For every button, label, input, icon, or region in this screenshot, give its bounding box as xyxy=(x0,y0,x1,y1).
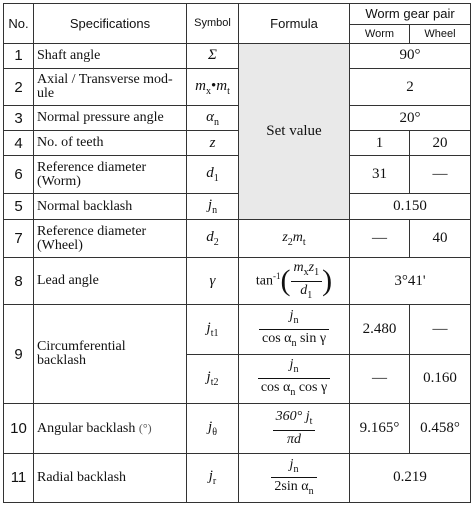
formula-fraction xyxy=(291,259,323,304)
fraction-denominator xyxy=(271,478,316,500)
row-value: 3°41' xyxy=(350,257,471,305)
row-spec: Normal pressure angle xyxy=(34,106,187,131)
symbol-main: j xyxy=(206,319,211,336)
row-no: 4 xyxy=(4,131,34,156)
row-spec xyxy=(34,156,187,194)
symbol-dot: • xyxy=(210,77,217,94)
symbol-sub: θ xyxy=(212,426,217,438)
row-spec xyxy=(34,68,187,106)
row-symbol xyxy=(187,220,239,258)
row-symbol: z xyxy=(187,131,239,156)
den-sub: 1 xyxy=(307,289,313,301)
row-symbol xyxy=(187,194,239,220)
formula-z: z xyxy=(282,229,288,245)
symbol-main: j xyxy=(207,197,213,214)
num-z: z xyxy=(308,259,315,275)
symbol-sub: x xyxy=(205,85,211,97)
symbol-sub: 1 xyxy=(213,173,219,185)
row-formula xyxy=(239,403,350,453)
table-row xyxy=(4,43,471,68)
row-wheel: 0.458° xyxy=(410,403,471,453)
spec-line2: ule xyxy=(37,86,55,102)
den-text: cos α xyxy=(260,380,291,396)
num-j: j xyxy=(289,308,294,324)
symbol-main: α xyxy=(206,108,214,125)
row-no: 9 xyxy=(4,305,34,403)
spec-unit: (°) xyxy=(138,420,152,435)
spec-text: Angular backlash xyxy=(37,420,136,436)
row-wheel: 20 xyxy=(410,131,471,156)
fraction-numerator xyxy=(259,307,329,330)
den-text: πd xyxy=(286,432,301,448)
row-no: 2 xyxy=(4,68,34,106)
symbol-sub: n xyxy=(213,116,219,128)
table-row xyxy=(4,257,471,305)
row-worm: — xyxy=(350,354,410,403)
fraction-numerator xyxy=(273,408,316,431)
spec-line1: Axial / Transverse mod- xyxy=(37,72,173,88)
spec-line1: Reference diameter xyxy=(37,159,147,175)
num-j: j xyxy=(289,456,294,472)
num-sub: n xyxy=(293,314,299,326)
spec-line2: (Wheel) xyxy=(37,237,83,253)
symbol-sub: t2 xyxy=(210,377,219,389)
fraction-denominator xyxy=(258,379,330,401)
num-m: m xyxy=(293,259,304,275)
num-sub: 1 xyxy=(314,266,320,278)
den-sub: n xyxy=(308,486,314,498)
symbol-main: j xyxy=(206,369,211,386)
row-no: 5 xyxy=(4,194,34,220)
row-worm: 9.165° xyxy=(350,403,410,453)
row-symbol xyxy=(187,68,239,106)
table-row xyxy=(4,106,471,131)
num-sub: n xyxy=(293,364,299,376)
fraction-denominator xyxy=(259,330,329,352)
symbol-main: d xyxy=(206,165,214,182)
header-worm: Worm xyxy=(350,24,410,43)
fraction-numerator xyxy=(271,456,316,479)
symbol-main: j xyxy=(208,418,213,435)
header-row xyxy=(4,4,471,25)
row-no: 10 xyxy=(4,403,34,453)
set-value-cell: Set value xyxy=(239,43,350,220)
formula-fraction xyxy=(273,408,316,448)
formula-fraction xyxy=(258,356,330,401)
symbol-sub: t1 xyxy=(210,327,219,339)
num-sub: t xyxy=(309,416,313,428)
den-text: 2sin α xyxy=(274,479,309,495)
table-row xyxy=(4,131,471,156)
formula-m: m xyxy=(292,229,303,245)
spec-line1: Reference diameter xyxy=(37,223,147,239)
row-spec: Shaft angle xyxy=(34,43,187,68)
table-row xyxy=(4,194,471,220)
row-worm: 31 xyxy=(350,156,410,194)
header-no: No. xyxy=(4,4,34,44)
row-symbol xyxy=(187,403,239,453)
table-row xyxy=(4,453,471,502)
header-formula: Formula xyxy=(239,4,350,44)
row-no: 3 xyxy=(4,106,34,131)
fraction-numerator xyxy=(258,356,330,379)
row-value: 0.219 xyxy=(350,453,471,502)
row-worm: — xyxy=(350,220,410,258)
row-formula xyxy=(239,453,350,502)
fraction-denominator xyxy=(273,431,316,448)
header-wheel: Wheel xyxy=(410,24,471,43)
spec-line1: Circumferential xyxy=(37,339,126,355)
spec-line2: (Worm) xyxy=(37,173,81,189)
row-worm: 1 xyxy=(350,131,410,156)
spec-line2: backlash xyxy=(37,353,86,369)
formula-exp: -1 xyxy=(273,270,281,281)
den-text2: cos γ xyxy=(295,380,328,396)
num-j: j xyxy=(289,357,294,373)
num-text: 360° j xyxy=(275,409,310,425)
symbol-sub: n xyxy=(212,205,218,217)
num-sub: n xyxy=(293,463,299,475)
row-no: 6 xyxy=(4,156,34,194)
row-value: 90° xyxy=(350,43,471,68)
formula-paren-close: ) xyxy=(322,264,333,298)
row-spec xyxy=(34,305,187,403)
row-wheel: 40 xyxy=(410,220,471,258)
symbol-m: m xyxy=(195,77,206,94)
row-formula xyxy=(239,220,350,258)
table-row xyxy=(4,403,471,453)
den-sub: n xyxy=(290,386,296,398)
row-wheel: 0.160 xyxy=(410,354,471,403)
formula-sub: t xyxy=(302,236,306,248)
row-spec xyxy=(34,220,187,258)
symbol-main: j xyxy=(208,468,213,485)
symbol-sub: r xyxy=(212,476,217,488)
row-spec xyxy=(34,403,187,453)
row-symbol xyxy=(187,453,239,502)
den-text: cos α xyxy=(261,330,292,346)
row-symbol xyxy=(187,156,239,194)
row-value: 20° xyxy=(350,106,471,131)
table-row xyxy=(4,305,471,354)
row-spec: Normal backlash xyxy=(34,194,187,220)
row-value: 0.150 xyxy=(350,194,471,220)
header-specifications: Specifications xyxy=(34,4,187,44)
row-spec: Lead angle xyxy=(34,257,187,305)
fraction-numerator xyxy=(291,259,323,282)
row-worm: 2.480 xyxy=(350,305,410,354)
formula-fraction xyxy=(259,307,329,352)
row-no: 7 xyxy=(4,220,34,258)
symbol-main: d xyxy=(206,229,214,245)
header-worm-gear-pair: Worm gear pair xyxy=(350,4,471,25)
symbol-sub: 2 xyxy=(213,237,219,248)
table-row xyxy=(4,156,471,194)
row-no: 11 xyxy=(4,453,34,502)
row-formula xyxy=(239,354,350,403)
formula-fraction xyxy=(271,456,316,501)
fraction-denominator xyxy=(291,282,323,304)
den-d: d xyxy=(300,282,308,298)
row-wheel: — xyxy=(410,305,471,354)
row-formula xyxy=(239,257,350,305)
formula-fn: tan xyxy=(255,273,274,289)
table-row xyxy=(4,220,471,258)
den-sub: n xyxy=(291,337,297,349)
row-symbol xyxy=(187,354,239,403)
row-value: 2 xyxy=(350,68,471,106)
header-symbol: Symbol xyxy=(187,4,239,44)
row-no: 1 xyxy=(4,43,34,68)
row-wheel: — xyxy=(410,156,471,194)
formula-sub: 2 xyxy=(287,236,293,248)
row-formula xyxy=(239,305,350,354)
symbol-sub: t xyxy=(227,85,230,97)
row-symbol: γ xyxy=(187,257,239,305)
row-spec: No. of teeth xyxy=(34,131,187,156)
worm-gear-spec-table xyxy=(3,3,471,503)
row-symbol: Σ xyxy=(187,43,239,68)
den-text2: sin γ xyxy=(296,330,327,346)
table-row xyxy=(4,68,471,106)
num-sub: x xyxy=(303,266,309,278)
formula-paren-open: ( xyxy=(280,264,291,298)
row-spec: Radial backlash xyxy=(34,453,187,502)
row-no: 8 xyxy=(4,257,34,305)
symbol-m: m xyxy=(216,77,228,94)
row-symbol xyxy=(187,106,239,131)
row-symbol xyxy=(187,305,239,354)
